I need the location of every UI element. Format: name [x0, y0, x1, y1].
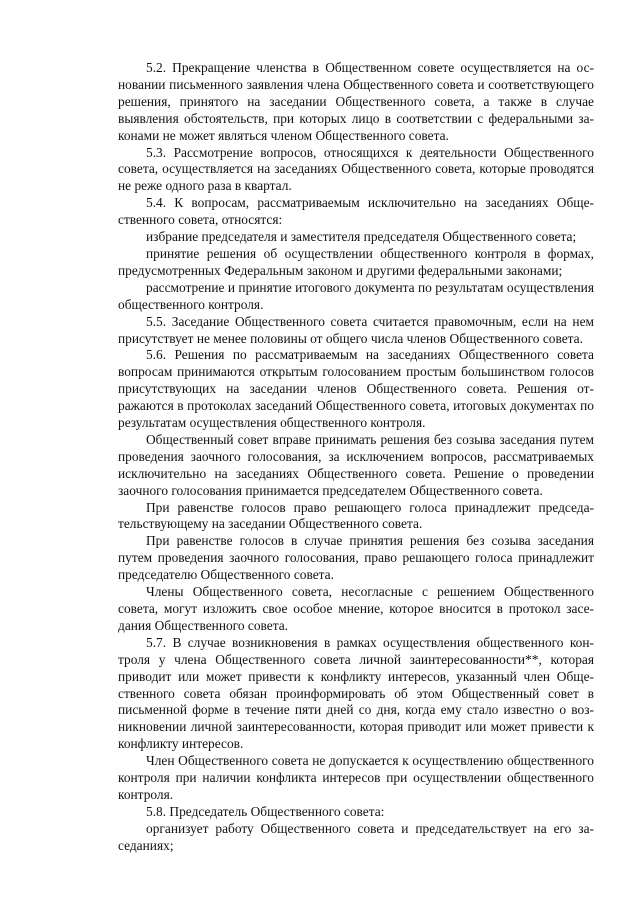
paragraph-5-4: 5.4. К вопросам, рассматриваемым исключительно на заседаниях Общественного совета, относятся:: [118, 195, 594, 228]
paragraph-conflict-exclusion: Член Общественного совета не допускается к осуществлению общественного контроля при наличии конфликта интересов при осуществлении общественного контроля.: [118, 753, 594, 802]
list-item-control-decision: принятие решения об осуществлении общественного контроля в формах, предусмотренных Федеральным законом и другими федеральными законами;: [118, 245, 594, 278]
paragraph-5-5: 5.5. Заседание Общественного совета считается правомочным, если на нем присутствует не менее половины от общего числа членов Общественного совета.: [118, 313, 594, 346]
paragraph-5-8: 5.8. Председатель Общественного совета:: [146, 803, 385, 819]
list-item-election: избрание председателя и заместителя председателя Общественного совета;: [146, 229, 577, 245]
paragraph-tie-vote-absentee: При равенстве голосов в случае принятия решения без созыва заседания путем проведения заочного голосования, право решающего голоса принадлежит председателю Общественного совета.: [118, 533, 594, 583]
paragraph-5-2: 5.2. Прекращение членства в Общественном совете осуществляется на основании письменного заявления члена Общественного совета и соответствующего решения, принятого на заседании Общественного совета, а также в случае выявления обстоятельств, при которых лицо в соответствии с федеральными законами не может являться членом Общественного совета.: [118, 60, 594, 143]
paragraph-tie-vote: При равенстве голосов право решающего голоса принадлежит председательствующему на заседании Общественного совета.: [118, 499, 594, 532]
paragraph-dissenting-opinion: Члены Общественного совета, несогласные с решением Общественного совета, могут изложить свое особое мнение, которое вносится в протокол заседания Общественного совета.: [118, 584, 594, 633]
paragraph-5-6: 5.6. Решения по рассматриваемым на заседаниях Общественного совета вопросам принимаются открытым голосованием простым большинством голосов присутствующих на заседании членов Общественного совета. Решения отражаются в протоколах заседаний Общественного совета, итоговых документах по результатам осуществления общественного контроля.: [118, 347, 594, 431]
document-page: [118, 60, 594, 855]
list-item-organizes-work: организует работу Общественного совета и председательствует на его заседаниях;: [118, 820, 594, 853]
list-item-final-document: рассмотрение и принятие итогового документа по результатам осуществления общественного контроля.: [118, 279, 594, 312]
paragraph-5-7: 5.7. В случае возникновения в рамках осуществления общественного контроля у члена Общественного совета личной заинтересованности**, которая приводит или может привести к конфликту интересов, указанный член Общественного совета обязан проинформировать об этом Общественный совет в письменной форме в течение пяти дней со дня, когда ему стало известно о возникновении личной заинтересованности, которая приводит или может привести к конфликту интересов.: [118, 634, 594, 752]
paragraph-absentee-voting: Общественный совет вправе принимать решения без созыва заседания путем проведения заочного голосования, за исключением вопросов, рассматриваемых исключительно на заседаниях Общественного совета. Решение о проведении заочного голосования принимается председателем Общественного совета.: [118, 431, 594, 498]
paragraph-5-3: 5.3. Рассмотрение вопросов, относящихся к деятельности Общественного совета, осуществляется на заседаниях Общественного совета, которые проводятся не реже одного раза в квартал.: [118, 144, 594, 194]
